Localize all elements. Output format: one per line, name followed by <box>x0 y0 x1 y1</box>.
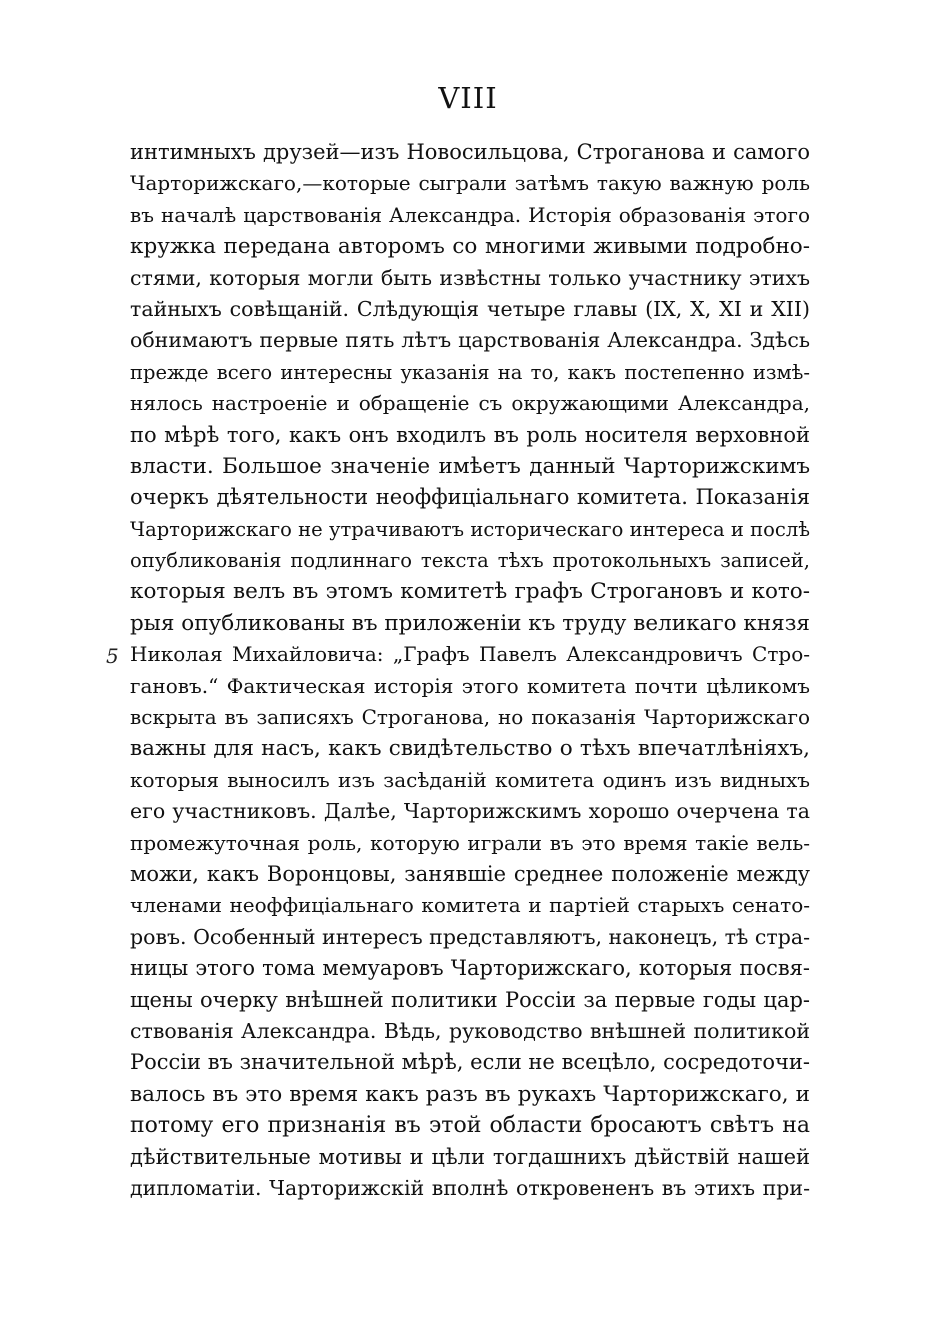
text-line: ствованія Александра. Вѣдь, руководство внѣшней политикой <box>130 1018 810 1043</box>
text-line: Чарторижскаго,—которые сыграли затѣмъ такую важную роль <box>130 171 810 196</box>
text-line: дипломатіи. Чарторижскій вполнѣ откровененъ въ этихъ при- <box>130 1175 810 1200</box>
text-line: кружка передана авторомъ со многими живыми подробно- <box>130 234 810 260</box>
text-line: опубликованія подлиннаго текста тѣхъ протокольныхъ записей, <box>130 549 810 573</box>
text-line: членами неоффиціальнаго комитета и партіей старыхъ сенато- <box>130 893 810 918</box>
text-line: гановъ.“ Фактическая исторія этого комитета почти цѣликомъ <box>130 673 810 698</box>
text-line: которыя выносилъ изъ засѣданій комитета одинъ изъ видныхъ <box>130 767 810 792</box>
text-line: прежде всего интересны указанія на то, какъ постепенно измѣ- <box>130 360 810 384</box>
text-line: дѣйствительные мотивы и цѣли тогдашнихъ дѣйствій нашей <box>130 1144 810 1169</box>
text-line: важны для насъ, какъ свидѣтельство о тѣхъ впечатлѣніяхъ, <box>130 736 810 762</box>
text-line: его участниковъ. Далѣе, Чарторижскимъ хорошо очерчена та <box>130 799 810 824</box>
text-line: которыя велъ въ этомъ комитетѣ графъ Строгановъ и кото- <box>130 579 810 605</box>
text-line: Россіи въ значительной мѣрѣ, если не всецѣло, сосредоточи- <box>130 1050 810 1075</box>
text-line: промежуточная роль, которую играли въ это время такіе вель- <box>130 830 810 855</box>
text-line: Николая Михайловича: „Графъ Павелъ Александровичъ Стро- <box>130 642 810 667</box>
text-line: рыя опубликованы въ приложеніи къ труду великаго князя <box>130 610 810 636</box>
text-line: можи, какъ Воронцовы, занявшіе среднее положеніе между <box>130 861 810 886</box>
text-line: ровъ. Особенный интересъ представляютъ, наконецъ, тѣ стра- <box>130 924 810 949</box>
text-line: Чарторижскаго не утрачиваютъ историческаго интереса и послѣ <box>130 517 810 541</box>
text-line: ницы этого тома мемуаровъ Чарторижскаго, которыя посвя- <box>130 956 810 981</box>
text-line: нялось настроеніе и обращеніе съ окружающими Александра, <box>130 391 810 416</box>
margin-annotation-mark: 5 <box>106 644 119 668</box>
body-text <box>130 137 810 1204</box>
text-line: очеркъ дѣятельности неоффиціальнаго комитета. Показанія <box>130 485 810 510</box>
text-line: валось въ это время какъ разъ въ рукахъ Чарторижскаго, и <box>130 1081 810 1107</box>
text-line: потому его признанія въ этой области бросаютъ свѣтъ на <box>130 1113 810 1139</box>
text-line: въ началѣ царствованія Александра. Исторія образованія этого <box>130 202 810 227</box>
text-line: власти. Большое значеніе имѣетъ данный Чарторижскимъ <box>130 453 810 479</box>
text-line: обнимаютъ первые пять лѣтъ царствованія Александра. Здѣсь <box>130 328 810 353</box>
page-number: VIII <box>438 81 498 115</box>
text-line: интимныхъ друзей—изъ Новосильцова, Строганова и самого <box>130 140 810 164</box>
text-line: стями, которыя могли быть извѣстны только участнику этихъ <box>130 265 810 290</box>
text-line: по мѣрѣ того, какъ онъ входилъ въ роль носителя верховной <box>130 422 810 447</box>
text-line: щены очерку внѣшней политики Россіи за первые годы цар- <box>130 987 810 1012</box>
text-line: тайныхъ совѣщаній. Слѣдующія четыре главы (IX, X, XI и XII) <box>130 296 810 321</box>
text-line: вскрыта въ записяхъ Строганова, но показанія Чарторижскаго <box>130 705 810 730</box>
